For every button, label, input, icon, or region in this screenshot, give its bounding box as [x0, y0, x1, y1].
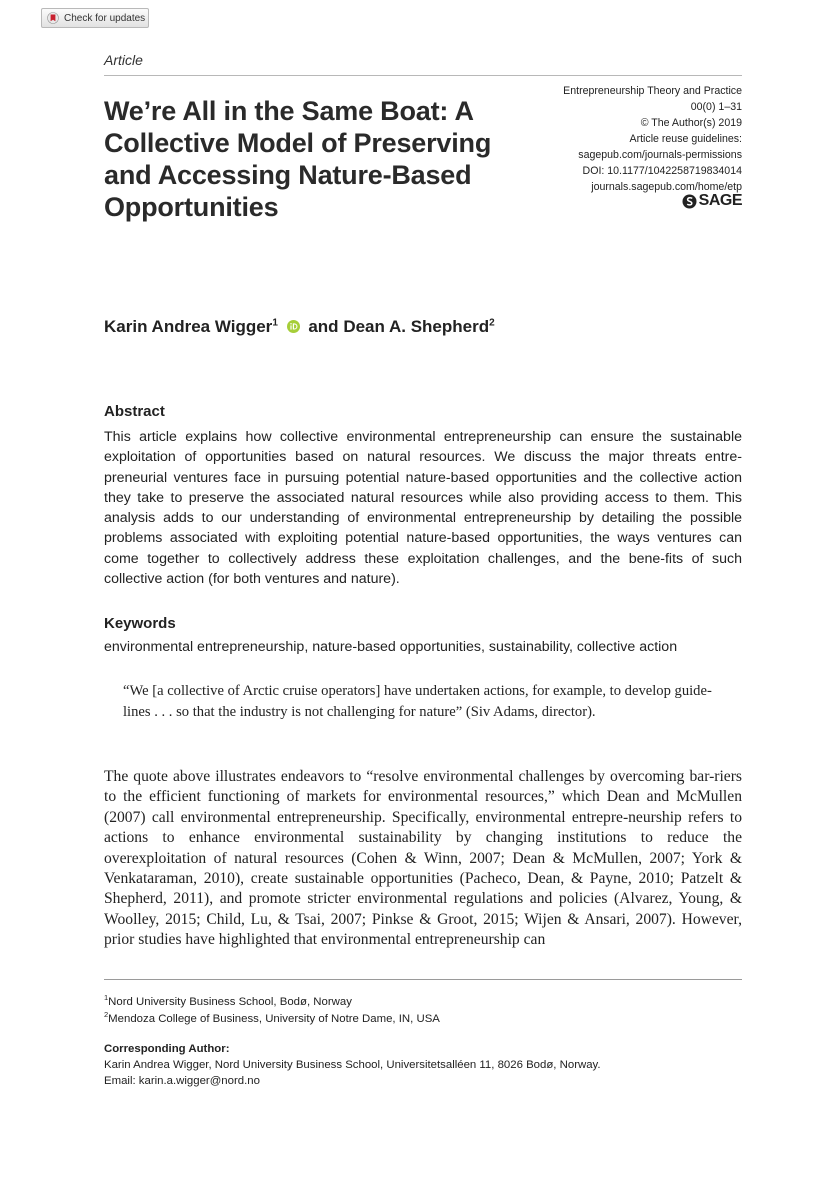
corresponding-author-heading: Corresponding Author: — [104, 1043, 230, 1055]
epigraph-quote: “We [a collective of Arctic cruise operators] have undertaken actions, for example, to develop guide-lines . . . so that the industry is not challenging for nature” (Siv Adams, director). — [123, 683, 712, 720]
corresponding-author-email[interactable]: Email: karin.a.wigger@nord.no — [104, 1075, 260, 1087]
journal-issue: 00(0) 1–31 — [690, 101, 742, 113]
copyright: © The Author(s) 2019 — [640, 117, 742, 129]
sage-logo — [682, 192, 742, 210]
orcid-icon[interactable] — [287, 318, 300, 338]
author-connector: and — [308, 317, 339, 336]
footnote-divider — [104, 979, 742, 980]
abstract-heading: Abstract — [104, 403, 165, 420]
author-name: Dean A. Shepherd — [343, 317, 490, 336]
affiliation-marker: 1 — [272, 317, 278, 329]
affiliation-marker: 2 — [104, 1010, 109, 1019]
article-title: We’re All in the Same Boat: A Collective Model of Preserving and Accessing Nature-Based Opportunities — [104, 96, 492, 222]
reuse-label: Article reuse guidelines: — [629, 133, 742, 145]
journal-home-link[interactable]: journals.sagepub.com/home/etp — [591, 181, 742, 193]
affiliation-text: Mendoza College of Business, University of Notre Dame, IN, USA — [108, 1012, 440, 1025]
affiliation-text: Nord University Business School, Bodø, Norway — [108, 995, 352, 1008]
header-divider — [104, 75, 742, 76]
affiliation-marker: 1 — [104, 993, 109, 1002]
journal-info — [442, 83, 742, 195]
keywords-heading: Keywords — [104, 615, 176, 632]
check-for-updates-button[interactable] — [41, 8, 149, 28]
sage-emblem-icon — [682, 194, 697, 209]
body-paragraph: The quote above illustrates endeavors to “resolve environmental challenges by overcoming bar-riers to the efficient functioning of markets for environmental resources,” which Dean and McMullen (2007) call environmental entrepreneurship. Specifically, environmental entrepre-neurship refers to actions to enhance environmental sustainability by changing institutions to reduce the overexploitation of natural resources (Cohen & Winn, 2007; Dean & McMullen, 2007; York & Venkataraman, 2010), create sustainable opportunities (Pacheco, Dean, & Payne, 2010; Patzelt & Shepherd, 2011), and promote stricter environmental regulations and policies (Alvarez, Young, & Woolley, 2015; Child, Lu, & Tsai, 2007; Pinkse & Groot, 2015; Wijen & Ansari, 2007). However, prior studies have highlighted that environmental entrepreneurship can — [104, 768, 742, 949]
corresponding-author-address: Karin Andrea Wigger, Nord University Business School, Universitetsalléen 11, 8026 Bodø, Norway. — [104, 1059, 601, 1071]
affiliation-2 — [104, 1010, 440, 1025]
affiliation-1 — [104, 993, 352, 1008]
publisher-name: SAGE — [698, 192, 742, 209]
affiliation-marker: 2 — [489, 317, 495, 329]
crossmark-icon — [47, 12, 59, 24]
journal-name: Entrepreneurship Theory and Practice — [563, 85, 742, 97]
permissions-link[interactable]: sagepub.com/journals-permissions — [578, 149, 742, 161]
author-list — [104, 317, 495, 338]
check-for-updates-label: Check for updates — [64, 12, 146, 24]
author-name: Karin Andrea Wigger — [104, 317, 273, 336]
article-type-label: Article — [104, 52, 143, 68]
doi-link[interactable]: DOI: 10.1177/1042258719834014 — [582, 165, 742, 177]
abstract-text: This article explains how collective environmental entrepreneurship can ensure the sustainable exploitation of opportunities based on natural resources. We discuss the major threats entre-preneurial ventures face in pursuing potential nature-based opportunities and the collective action they take to preserve the associated natural resources while also providing access to them. This analysis adds to our understanding of environmental entrepreneurship by detailing the possible problems associated with exploiting potential nature-based opportunities, the ways ventures can come together to collectively address these exploitation challenges, and the bene-fits of such collective action (for both ventures and nature). — [104, 429, 742, 588]
keywords-list: environmental entrepreneurship, nature-based opportunities, sustainability, collective action — [104, 639, 678, 655]
